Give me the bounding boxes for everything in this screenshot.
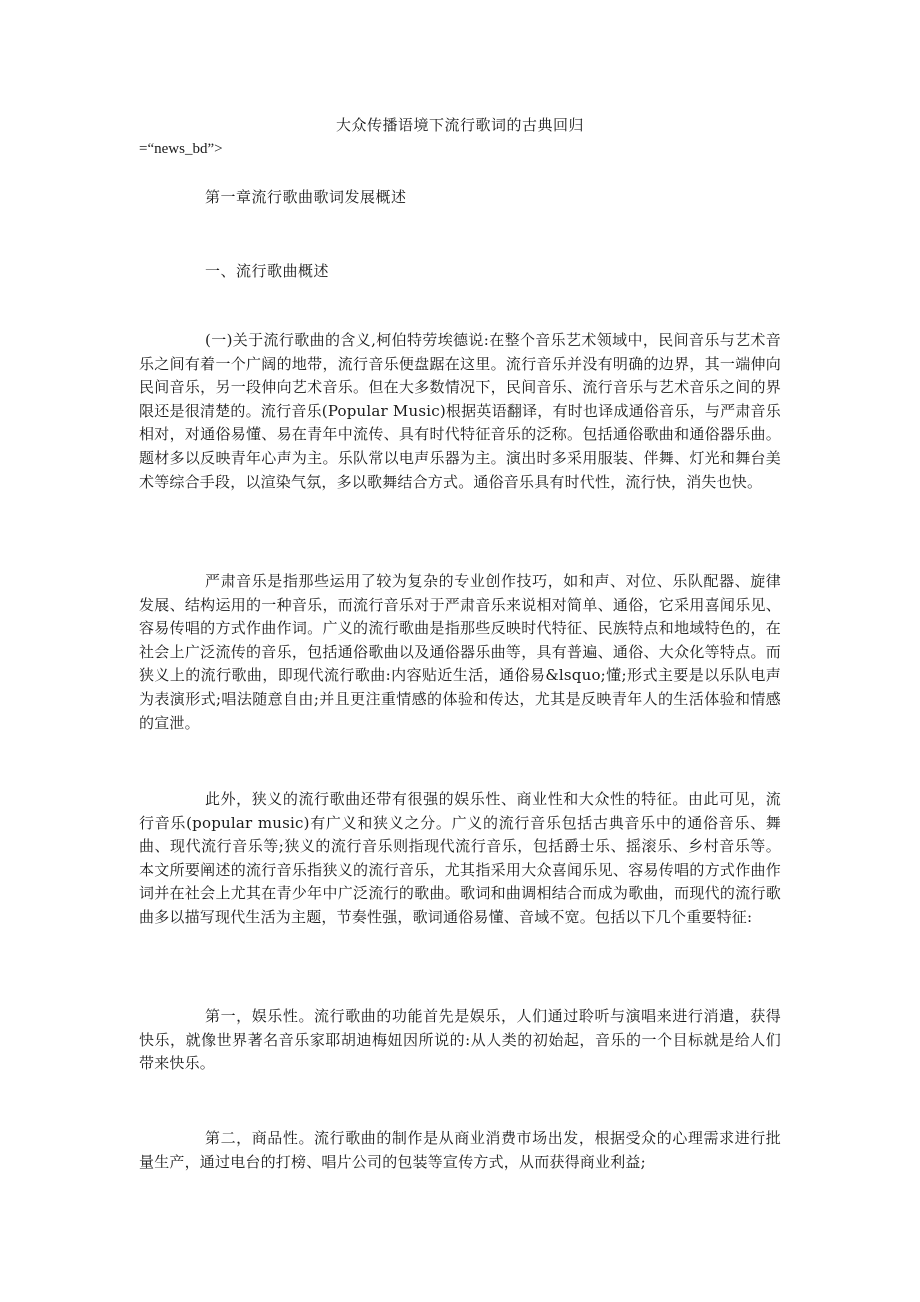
section-heading: 一、流行歌曲概述 xyxy=(205,262,330,280)
paragraph: 第一，娱乐性。流行歌曲的功能首先是娱乐，人们通过聆听与演唱来进行消遣，获得快乐，就像世界著名音乐家耶胡迪梅妞因所说的:从人类的初始起，音乐的一个目标就是给人们带来快乐。 xyxy=(139,1007,781,1073)
chapter-heading: 第一章流行歌曲歌词发展概述 xyxy=(205,188,407,206)
paragraph: 严肃音乐是指那些运用了较为复杂的专业创作技巧，如和声、对位、乐队配器、旋律发展、结构运用的一种音乐，而流行音乐对于严肃音乐来说相对简单、通俗，它采用喜闻乐见、容易传唱的方式作曲作词。广义的流行歌曲是指那些反映时代特征、民族特点和地域特色的，在社会上广泛流传的音乐，包括通俗歌曲以及通俗器乐曲等，具有普遍、通俗、大众化等特点。而狭义上的流行歌曲，即现代流行歌曲:内容贴近生活，通俗易&lsquo;懂;形式主要是以乐队电声为表演形式;唱法随意自由;并且更注重情感的体验和传达，尤其是反映青年人的生活体验和情感的宣泄。 xyxy=(139,572,781,732)
document-title: 大众传播语境下流行歌词的古典回归 xyxy=(335,116,584,134)
paragraph: 第二，商品性。流行歌曲的制作是从商业消费市场出发，根据受众的心理需求进行批量生产，通过电台的打榜、唱片公司的包装等宣传方式，从而获得商业利益; xyxy=(139,1129,781,1171)
paragraph: 此外，狭义的流行歌曲还带有很强的娱乐性、商业性和大众性的特征。由此可见，流行音乐(popular music)有广义和狭义之分。广义的流行音乐包括古典音乐中的通俗音乐、舞曲、现代流行音乐等;狭义的流行音乐则指现代流行音乐，包括爵士乐、摇滚乐、乡村音乐等。本文所要阐述的流行音乐指狭义的流行音乐，尤其指采用大众喜闻乐见、容易传唱的方式作曲作词并在社会上尤其在青少年中广泛流行的歌曲。歌词和曲调相结合而成为歌曲，而现代的流行歌曲多以描写现代生活为主题，节奏性强，歌词通俗易懂、音域不宽。包括以下几个重要特征: xyxy=(139,790,781,926)
stray-markup-text: =“news_bd”> xyxy=(139,141,223,157)
paragraph: (一)关于流行歌曲的含义,柯伯特劳埃德说:在整个音乐艺术领域中，民间音乐与艺术音乐之间有着一个广阔的地带，流行音乐便盘踞在这里。流行音乐并没有明确的边界，其一端伸向民间音乐，另一段伸向艺术音乐。但在大多数情况下，民间音乐、流行音乐与艺术音乐之间的界限还是很清楚的。流行音乐(Popular Music)根据英语翻译，有时也译成通俗音乐，与严肃音乐相对，对通俗易懂、易在青年中流传、具有时代特征音乐的泛称。包括通俗歌曲和通俗器乐曲。题材多以反映青年心声为主。乐队常以电声乐器为主。演出时多采用服装、伴舞、灯光和舞台美术等综合手段，以渲染气氛，多以歌舞结合方式。通俗音乐具有时代性，流行快，消失也快。 xyxy=(139,331,781,491)
